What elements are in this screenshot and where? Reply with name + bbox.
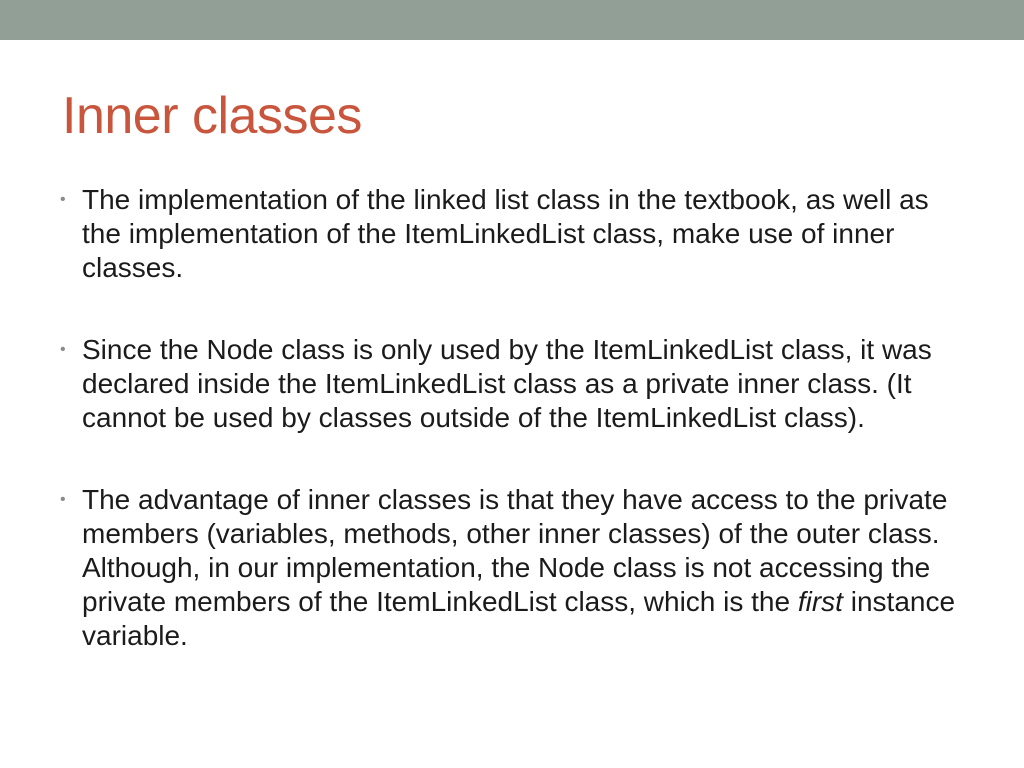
slide-title: Inner classes xyxy=(62,87,362,145)
bullet-text-1: The implementation of the linked list class in the textbook, as well as the implementation of the ItemLinkedList class, make use of inner classes. xyxy=(82,184,929,283)
bullet-text-3-emphasis: first xyxy=(797,586,843,617)
bullet-text-3-start: The advantage of inner classes is that they have access to the private members (variables, methods, other inner classes) of the outer class. Although, in our implementation, the Node class is not accessing the private members of the ItemLinkedList class, which is the xyxy=(82,484,948,617)
top-accent-bar xyxy=(0,0,1024,40)
bullet-text-3-end: instance variable. xyxy=(82,586,956,651)
bullet-marker-icon: • xyxy=(60,491,66,508)
bullet-marker-icon: • xyxy=(60,341,66,358)
bullet-item-2 xyxy=(60,333,962,435)
bullet-item-1 xyxy=(60,183,942,285)
bullet-item-3 xyxy=(60,483,962,653)
bullet-marker-icon: • xyxy=(60,191,66,208)
bullet-list xyxy=(60,183,982,653)
bullet-text-2: Since the Node class is only used by the ItemLinkedList class, it was declared inside the ItemLinkedList class as a private inner class. (It cannot be used by classes outside of the ItemLinkedList class). xyxy=(82,334,932,433)
